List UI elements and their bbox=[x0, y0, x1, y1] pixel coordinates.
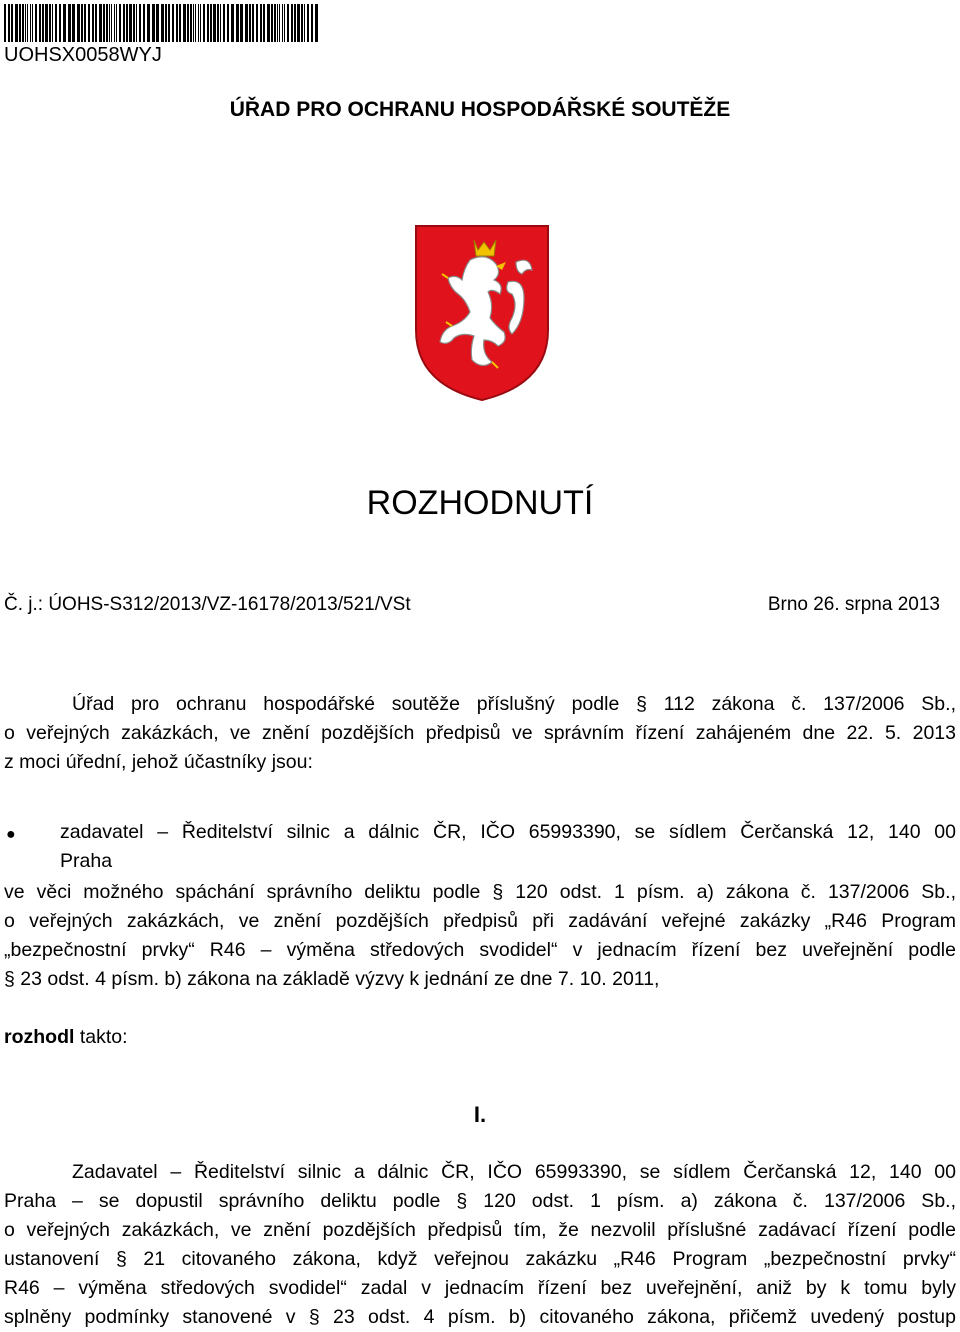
barcode-bar bbox=[63, 4, 66, 42]
barcode-bar bbox=[291, 4, 293, 42]
barcode-bar bbox=[22, 4, 24, 42]
barcode-bar bbox=[168, 4, 170, 42]
barcode-bar bbox=[260, 4, 262, 42]
barcode-bar bbox=[279, 4, 280, 42]
barcode-bar bbox=[282, 4, 283, 42]
barcode-bar bbox=[8, 4, 10, 42]
barcode-bar bbox=[256, 4, 258, 42]
barcode-bar bbox=[106, 4, 108, 42]
barcode-bar bbox=[304, 4, 305, 42]
barcode-bar bbox=[223, 4, 225, 42]
barcode-bar bbox=[277, 4, 278, 42]
decided-rest: takto: bbox=[74, 1026, 128, 1048]
barcode-bar bbox=[190, 4, 192, 42]
barcode-bar bbox=[176, 4, 178, 42]
barcode-bar bbox=[116, 4, 117, 42]
barcode-bar bbox=[231, 4, 234, 42]
barcode-bar bbox=[156, 4, 159, 42]
barcode-bar bbox=[252, 4, 254, 42]
section-line: Zadavatel – Ředitelství silnic a dálnic ČR, IČO 65993390, se sídlem Čerčanská 12, 140 00 bbox=[72, 1161, 956, 1183]
barcode-bar bbox=[35, 4, 37, 42]
barcode-bar bbox=[172, 4, 174, 42]
barcode-bar bbox=[114, 4, 115, 42]
barcode-bar bbox=[284, 4, 285, 42]
coat-of-arms-icon bbox=[412, 222, 552, 402]
barcode-bar bbox=[88, 4, 90, 42]
barcode-bar bbox=[301, 4, 303, 42]
section-line: ustanovení § 21 citovaného zákona, když veřejnou zakázku „R46 Program „bezpečnostní prvky“ bbox=[4, 1248, 956, 1270]
barcode-bar bbox=[27, 4, 28, 42]
barcode-bar bbox=[77, 4, 80, 42]
barcode-bar bbox=[245, 4, 248, 42]
barcode-bar bbox=[210, 4, 212, 42]
barcode-bar bbox=[59, 4, 61, 42]
barcode-bar bbox=[294, 4, 296, 42]
place-date: Brno 26. srpna 2013 bbox=[767, 594, 940, 615]
barcode-bar bbox=[147, 4, 150, 42]
barcode-bar bbox=[119, 4, 121, 42]
barcode-bar bbox=[11, 4, 13, 42]
matter-line: o veřejných zakázkách, ve znění pozdějších předpisů při zadávání veřejné zakázky „R46 Program bbox=[4, 910, 956, 932]
matter-line: „bezpečnostní prvky“ R46 – výměna středových svodidel“ v jednacím řízení bez uveřejnění podle bbox=[4, 939, 956, 961]
barcode-bar bbox=[207, 4, 209, 42]
barcode-bar bbox=[32, 4, 33, 42]
barcode-bar bbox=[287, 4, 289, 42]
case-number: Č. j.: ÚOHS-S312/2013/VZ-16178/2013/521/VSt bbox=[4, 594, 411, 615]
barcode-bar bbox=[68, 4, 71, 42]
barcode-bar bbox=[45, 4, 48, 42]
barcode-bar bbox=[220, 4, 221, 42]
barcode-bar bbox=[183, 4, 186, 42]
barcode-bar bbox=[179, 4, 181, 42]
barcode-bar bbox=[249, 4, 251, 42]
barcode-bar bbox=[311, 4, 313, 42]
barcode-bar bbox=[187, 4, 189, 42]
barcode-bar bbox=[123, 4, 125, 42]
office-name: ÚŘAD PRO OCHRANU HOSPODÁŘSKÉ SOUTĚŽE bbox=[229, 98, 731, 121]
barcode-bar bbox=[84, 4, 86, 42]
barcode-bar bbox=[236, 4, 239, 42]
barcode-bar bbox=[99, 4, 102, 42]
intro-line: o veřejných zakázkách, ve znění pozdějších předpisů ve správním řízení zahájeném dne 22. 5. 2013 bbox=[4, 722, 956, 744]
barcode-bar bbox=[165, 4, 167, 42]
barcode-bar bbox=[139, 4, 141, 42]
barcode-bar bbox=[143, 4, 145, 42]
barcode-bar bbox=[92, 4, 94, 42]
barcode bbox=[4, 4, 320, 42]
barcode-bar bbox=[240, 4, 243, 42]
barcode-bar bbox=[136, 4, 137, 42]
barcode-bar bbox=[200, 4, 201, 42]
barcode-bar bbox=[126, 4, 128, 42]
section-line: splněny podmínky stanovené v § 23 odst. 4 písm. b) citovaného zákona, přičemž uvedený postup bbox=[4, 1306, 956, 1328]
barcode-bar bbox=[267, 4, 270, 42]
barcode-bar bbox=[39, 4, 41, 42]
decision-statement bbox=[4, 1023, 956, 1052]
barcode-bar bbox=[203, 4, 205, 42]
barcode-bar bbox=[52, 4, 53, 42]
barcode-bar bbox=[227, 4, 229, 42]
barcode-bar bbox=[133, 4, 135, 42]
intro-line: z moci úřední, jehož účastníky jsou: bbox=[4, 751, 313, 773]
barcode-bar bbox=[55, 4, 57, 42]
matter-line: ve věci možného spáchání správního deliktu podle § 120 odst. 1 písm. a) zákona č. 137/2006 Sb., bbox=[4, 881, 956, 903]
barcode-bar bbox=[111, 4, 112, 42]
barcode-bar bbox=[15, 4, 18, 42]
barcode-bar bbox=[307, 4, 309, 42]
barcode-bar bbox=[263, 4, 265, 42]
document-id: UOHSX0058WYJ bbox=[4, 44, 162, 66]
document-title: ROZHODNUTÍ bbox=[366, 484, 594, 522]
barcode-bar bbox=[213, 4, 216, 42]
section-numeral: I. bbox=[473, 1102, 487, 1127]
barcode-bar bbox=[129, 4, 132, 42]
barcode-bar bbox=[19, 4, 21, 42]
barcode-bar bbox=[72, 4, 75, 42]
barcode-bar bbox=[25, 4, 26, 42]
barcode-bar bbox=[95, 4, 97, 42]
barcode-bar bbox=[271, 4, 273, 42]
barcode-bar bbox=[193, 4, 194, 42]
intro-line: Úřad pro ochranu hospodářské soutěže příslušný podle § 112 zákona č. 137/2006 Sb., bbox=[72, 693, 956, 715]
section-line: Praha – se dopustil správního deliktu podle § 120 odst. 1 písm. a) zákona č. 137/2006 Sb., bbox=[4, 1190, 956, 1212]
barcode-bar bbox=[161, 4, 164, 42]
barcode-bar bbox=[4, 4, 6, 42]
decided-bold: rozhodl bbox=[4, 1026, 75, 1048]
barcode-bar bbox=[195, 4, 196, 42]
barcode-bar bbox=[198, 4, 199, 42]
barcode-bar bbox=[217, 4, 219, 42]
participant-line: zadavatel – Ředitelství silnic a dálnic ČR, IČO 65993390, se sídlem Čerčanská 12, 140 00 bbox=[60, 821, 956, 843]
barcode-bar bbox=[109, 4, 110, 42]
barcode-bar bbox=[81, 4, 83, 42]
participant-line: Praha bbox=[60, 850, 113, 872]
barcode-bar bbox=[42, 4, 44, 42]
barcode-bar bbox=[297, 4, 300, 42]
barcode-bar bbox=[274, 4, 276, 42]
barcode-bar bbox=[49, 4, 51, 42]
barcode-bar bbox=[315, 4, 318, 42]
barcode-bar bbox=[152, 4, 155, 42]
barcode-bar bbox=[103, 4, 105, 42]
barcode-bar bbox=[30, 4, 31, 42]
matter-line: § 23 odst. 4 písm. b) zákona na základě výzvy k jednání ze dne 7. 10. 2011, bbox=[4, 968, 660, 990]
bullet-icon: ● bbox=[6, 826, 16, 843]
section-line: R46 – výměna středových svodidel“ zadal v jednacím řízení bez uveřejnění, aniž by k tomu byly bbox=[4, 1277, 956, 1299]
section-line: o veřejných zakázkách, ve znění pozdějších předpisů tím, že nezvolil příslušné zadávací řízení podle bbox=[4, 1219, 956, 1241]
